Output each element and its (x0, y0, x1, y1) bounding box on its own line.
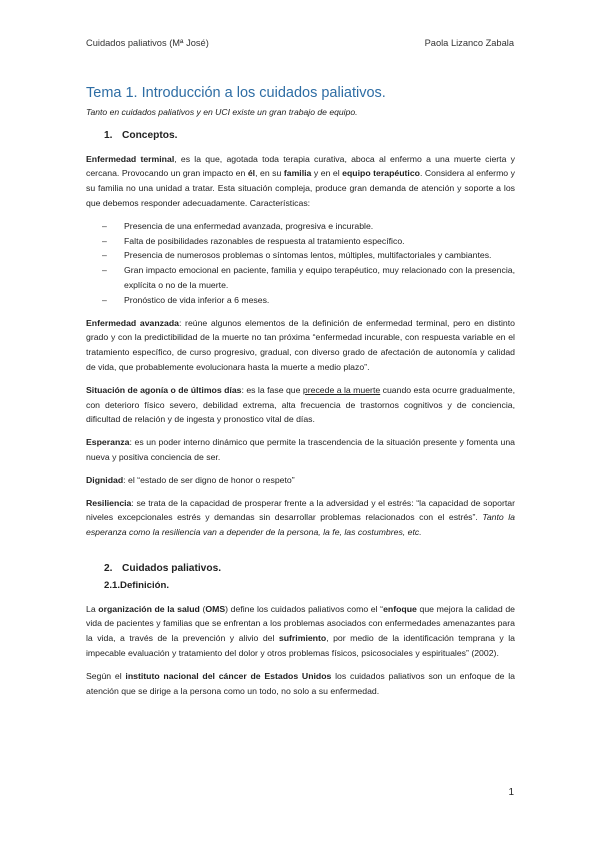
agonia-text-2: cuando esta ocurre gradualmente, con deterioro físico severo, debilidad extrema, alta frecuencia de trastornos cognitivos y de conciencia, dificultad de relación y de ingesta y pronostico vital de días. (86, 384, 515, 425)
dash-bullet: – (102, 265, 107, 276)
avanzada-paragraph (86, 316, 515, 375)
agonia-underlined: precede a la muerte (302, 384, 381, 395)
section-2-1-title: Definición. (120, 579, 170, 591)
section-2-1-heading (104, 579, 515, 594)
term-avanzada: Enfermedad avanzada (86, 317, 179, 328)
list-item (86, 234, 515, 249)
term-instituto: instituto nacional del cáncer de Estados Unidos (125, 670, 332, 681)
document-body (86, 84, 515, 706)
term-el: él (247, 168, 256, 179)
term-terminal: Enfermedad terminal (86, 153, 175, 164)
section-1-title: Conceptos. (122, 129, 178, 141)
instituto-text-2: los cuidados paliativos son un enfoque de la atención que se dirige a la persona como un todo, no solo a su enfermedad. (86, 670, 516, 696)
term-agonia: Situación de agonía o de últimos días (86, 384, 242, 395)
section-2-title: Cuidados paliativos. (122, 562, 222, 574)
oms-paragraph (86, 602, 515, 661)
oms-text-5: , por medio de la identificación temprana y la impecable evaluación y tratamiento del dolor y otros problemas físicos, psicosociales y espirituales” (2002). (86, 633, 515, 658)
list-item (86, 248, 515, 263)
list-item-text: Pronóstico de vida inferior a 6 meses. (124, 294, 270, 305)
esperanza-text: : es un poder interno dinámico que permite la trascendencia de la situación presente y fomenta una nueva y positiva conciencia de ser. (86, 437, 515, 462)
section-1-number: 1. (104, 129, 113, 141)
term-organizacion: organización de la salud (98, 603, 200, 614)
terminal-text-4: . Considera al enfermo y su familia no una unidad a tratar. Esta situación compleja, produce gran demanda de atención y soporte a los que debemos responder adecuadamente. Características: (86, 168, 515, 208)
terminal-text-3: y en el (311, 168, 343, 179)
term-equipo: equipo terapéutico (342, 168, 420, 179)
list-item-text: Presencia de una enfermedad avanzada, progresiva e incurable. (124, 220, 374, 231)
page-number: 1 (508, 787, 514, 798)
resiliencia-paragraph (86, 496, 515, 540)
header-left: Cuidados paliativos (Mª José) (86, 38, 209, 48)
oms-text-2: ( (199, 603, 206, 614)
oms-text-1: La (86, 603, 99, 614)
section-1-heading (104, 129, 515, 144)
term-oms: OMS (205, 603, 226, 614)
agonia-text-1: : es la fase que (241, 384, 303, 395)
esperanza-paragraph (86, 435, 515, 465)
dignidad-text: : el “estado de ser digno de honor o respeto” (123, 474, 295, 485)
list-item-text: Falta de posibilidades razonables de respuesta al tratamiento específico. (124, 235, 405, 246)
dash-bullet: – (102, 294, 107, 305)
list-item (86, 263, 515, 293)
terminal-text-1: , es la que, agotada toda terapia curativa, aboca al enfermo a una muerte cierta y cercana. Provocando un gran impacto en (86, 153, 515, 179)
agonia-paragraph (86, 383, 515, 427)
terminal-paragraph (86, 152, 515, 211)
list-item (86, 293, 515, 308)
oms-text-4: que mejora la calidad de vida de pacientes y familias que se enfrentan a los problemas asociados con enfermedades amenazantes para la vida, a través de la prevención y alivio del (86, 603, 516, 644)
dash-bullet: – (102, 250, 107, 261)
page-title: Tema 1. Introducción a los cuidados paliativos. (86, 85, 386, 101)
term-esperanza: Esperanza (86, 437, 130, 448)
resiliencia-text: : se trata de la capacidad de prosperar frente a la adversidad y el estrés: “la capacidad de soportar niveles excepcionales estrés y demandas sin desarrollar problemas relacionados con el estrés”. (86, 497, 515, 523)
dash-bullet: – (102, 220, 107, 231)
instituto-text-1: Según el (86, 670, 126, 681)
header-right: Paola Lizanco Zabala (424, 38, 514, 48)
oms-text-3: ) define los cuidados paliativos como el “ (225, 603, 384, 614)
dash-bullet: – (102, 235, 107, 246)
section-2-1-number: 2.1. (104, 579, 121, 591)
term-resiliencia: Resiliencia (86, 497, 132, 508)
list-item-text: Presencia de numerosos problemas o síntomas lentos, múltiples, multifactoriales y cambiantes. (124, 250, 492, 261)
term-enfoque: enfoque (383, 603, 417, 614)
instituto-paragraph (86, 669, 515, 699)
subtitle: Tanto en cuidados paliativos y en UCI existe un gran trabajo de equipo. (86, 107, 358, 117)
list-item (86, 219, 515, 234)
dignidad-paragraph (86, 473, 515, 488)
avanzada-text: : reúne algunos elementos de la definición de enfermedad terminal, pero en distinto grado y con la predictibilidad de la muerte no tan próxima “enfermedad incurable, con respuesta variable en el tratamiento específico, de curso progresivo, gradual, con diverso grado de afectación de autonomía y calidad de vida, que probablemente evolucionara hasta la muerte a medio plazo”. (86, 317, 515, 372)
characteristics-list (86, 219, 515, 308)
section-2-heading (104, 562, 515, 577)
resiliencia-italic: Tanto la esperanza como la resiliencia van a depender de la persona, la fe, las costumbres, etc. (86, 512, 516, 538)
term-sufrimiento: sufrimiento (278, 633, 327, 644)
section-2-number: 2. (104, 562, 113, 574)
spacer (86, 548, 515, 562)
term-dignidad: Dignidad (86, 474, 124, 485)
term-familia: familia (283, 168, 312, 179)
terminal-text-2: , en su (255, 168, 284, 179)
list-item-text: Gran impacto emocional en paciente, familia y equipo terapéutico, muy relacionado con la presencia, explícita o no de la muerte. (124, 265, 515, 290)
